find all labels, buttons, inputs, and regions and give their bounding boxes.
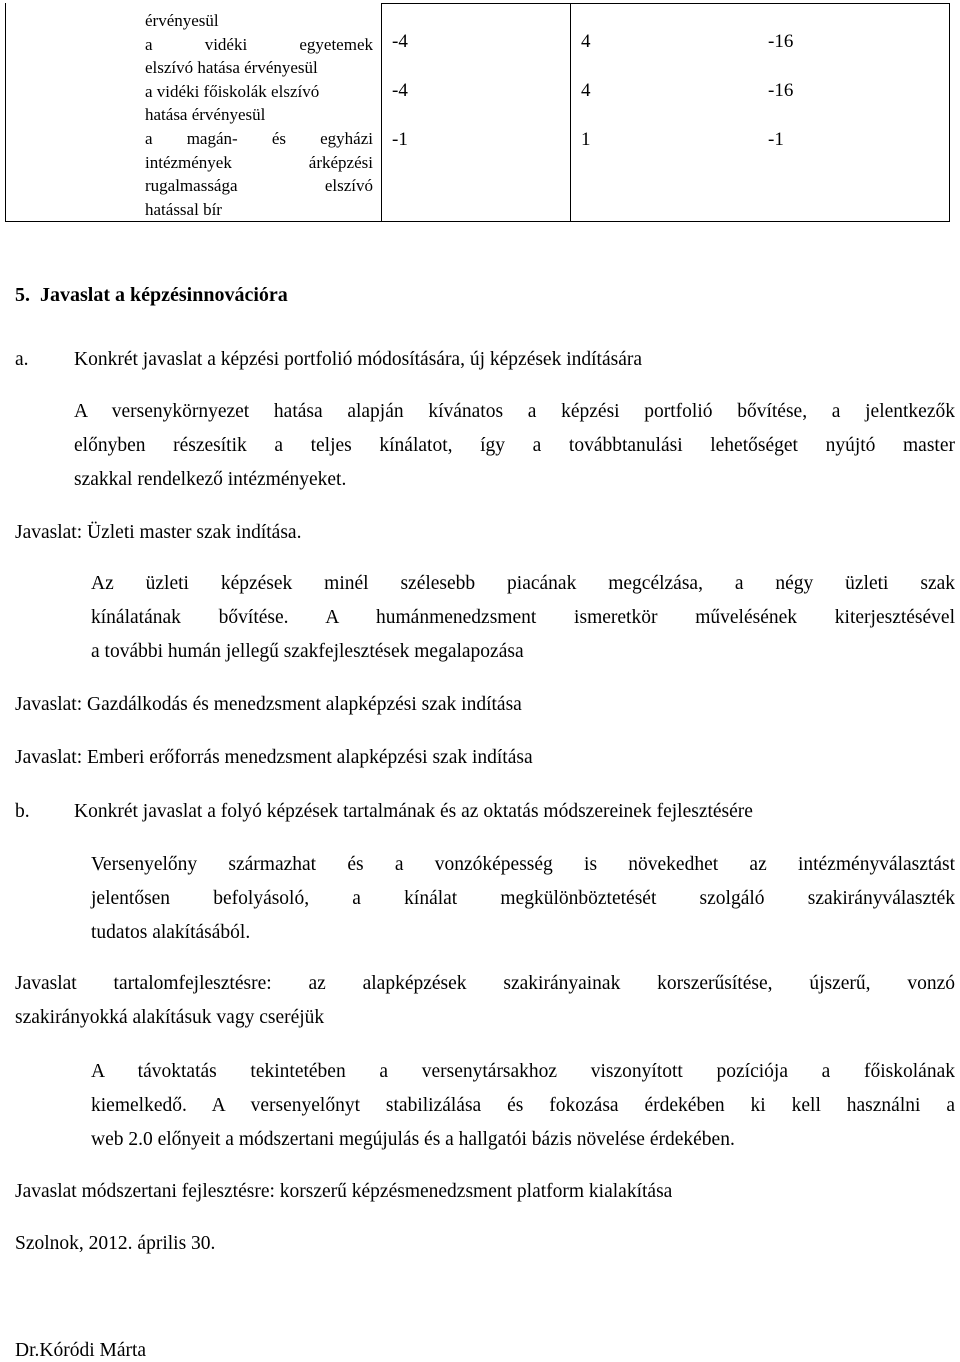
paragraph-portfolio bbox=[74, 400, 955, 502]
paragraph-line: A távoktatás tekintetében a versenytársakhoz viszonyított pozíciója a főiskolának bbox=[91, 1061, 955, 1082]
paragraph-business bbox=[91, 572, 955, 674]
proposal-methodology: Javaslat módszertani fejlesztésre: korszerű képzésmenedzsment platform kialakítása bbox=[15, 1181, 673, 1202]
paragraph-line: a további humán jellegű szakfejlesztések megalapozása bbox=[91, 641, 524, 662]
table-cell-value: 4 bbox=[581, 31, 591, 52]
paragraph-competitive-advantage bbox=[91, 853, 955, 955]
paragraph-line: kínálatának bővítése. A humánmenedzsment ismeretkör művelésének kiterjesztésével bbox=[91, 607, 955, 628]
subsection-b-marker: b. bbox=[15, 801, 30, 822]
row-label-line: érvényesül bbox=[145, 11, 219, 30]
row-label-line: a vidéki főiskolák elszívó bbox=[145, 81, 320, 101]
subsection-a-marker: a. bbox=[15, 349, 29, 370]
paragraph-line: előnyben részesítik a teljes kínálatot, így a továbbtanulási lehetőséget nyújtó master bbox=[74, 435, 955, 456]
proposal-management: Javaslat: Gazdálkodás és menedzsment alapképzési szak indítása bbox=[15, 694, 522, 715]
table-cell-value: 1 bbox=[581, 129, 591, 150]
table-cell-value: 4 bbox=[581, 80, 591, 101]
place-and-date: Szolnok, 2012. április 30. bbox=[15, 1233, 216, 1254]
table-cell-value: -4 bbox=[392, 80, 408, 101]
paragraph-line: szakkal rendelkező intézményeket. bbox=[74, 469, 347, 490]
table-row bbox=[0, 32, 960, 52]
table-row bbox=[0, 130, 960, 150]
paragraph-line: Az üzleti képzések minél szélesebb piacának megcélzása, a négy üzleti szak bbox=[91, 573, 955, 594]
paragraph-line: web 2.0 előnyeit a módszertani megújulás és a hallgatói bázis növelése érdekében. bbox=[91, 1129, 735, 1150]
row-label-line: hatása érvényesül bbox=[145, 105, 266, 125]
subsection-a-title: Konkrét javaslat a képzési portfolió módosítására, új képzések indítására bbox=[74, 349, 643, 370]
table-cell-value: -1 bbox=[768, 129, 784, 150]
paragraph-distance-learning bbox=[91, 1060, 955, 1162]
table-cell-value: -1 bbox=[392, 129, 408, 150]
row-label-line: a vidéki egyetemek bbox=[145, 34, 373, 54]
paragraph-line: kiemelkedő. A versenyelőnyt stabilizálása és fokozása érdekében ki kell használni a bbox=[91, 1095, 955, 1116]
paragraph-line: szakirányokká alakításuk vagy cseréjük bbox=[15, 1007, 325, 1028]
row-label-line: elszívó hatása érvényesül bbox=[145, 58, 318, 78]
row-label-line: intézmények árképzési bbox=[145, 152, 373, 172]
table-cell-value: -16 bbox=[768, 80, 794, 101]
paragraph-line: A versenykörnyezet hatása alapján kívánatos a képzési portfolió bővítése, a jelentkezők bbox=[74, 401, 955, 422]
table-row bbox=[0, 81, 960, 101]
paragraph-line: Javaslat tartalomfejlesztésre: az alapképzések szakirányainak korszerűsítése, újszerű, vonzó bbox=[15, 973, 955, 994]
table-cell-value: -16 bbox=[768, 31, 794, 52]
paragraph-line: jelentősen befolyásoló, a kínálat megkülönböztetését szolgáló szakirányválaszték bbox=[91, 888, 955, 909]
subsection-b-title: Konkrét javaslat a folyó képzések tartalmának és az oktatás módszereinek fejlesztésére bbox=[74, 801, 753, 822]
row-label-line: a magán- és egyházi bbox=[145, 128, 373, 148]
section-heading: 5. Javaslat a képzésinnovációra bbox=[15, 284, 288, 306]
row-label-line: rugalmassága elszívó bbox=[145, 176, 373, 196]
proposal-hr: Javaslat: Emberi erőforrás menedzsment alapképzési szak indítása bbox=[15, 747, 533, 768]
paragraph-line: tudatos alakításából. bbox=[91, 922, 251, 943]
table-border-top bbox=[381, 3, 950, 4]
signature-name: Dr.Kóródi Márta bbox=[15, 1340, 147, 1361]
proposal-content-development bbox=[15, 972, 955, 1040]
row-label-line: hatással bír bbox=[145, 199, 222, 219]
proposal-master: Javaslat: Üzleti master szak indítása. bbox=[15, 522, 302, 543]
paragraph-line: Versenyelőny származhat és a vonzóképesség is növekedhet az intézményválasztást bbox=[91, 854, 955, 875]
table-cell-value: -4 bbox=[392, 31, 408, 52]
